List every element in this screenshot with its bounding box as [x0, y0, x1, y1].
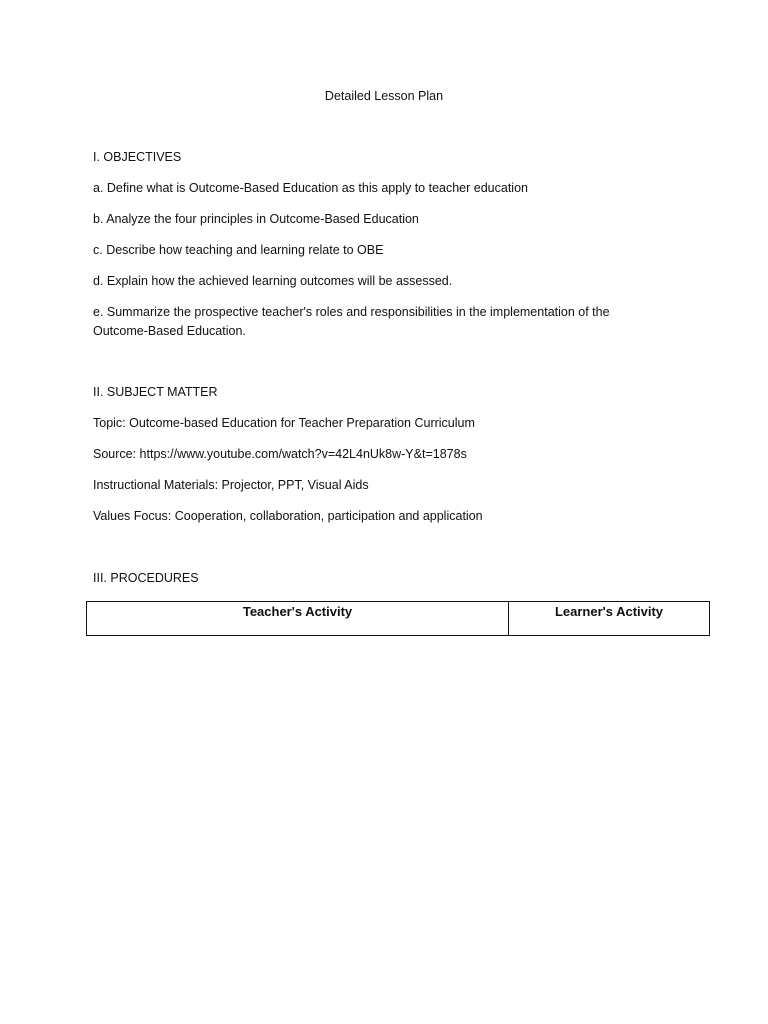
subject-materials: Instructional Materials: Projector, PPT, Visual Aids	[93, 478, 369, 492]
subject-values: Values Focus: Cooperation, collaboration, participation and application	[93, 509, 483, 523]
subject-topic: Topic: Outcome-based Education for Teacher Preparation Curriculum	[93, 416, 475, 430]
objective-item-b: b. Analyze the four principles in Outcome-Based Education	[93, 212, 419, 226]
teacher-activity-header: Teacher's Activity	[87, 602, 509, 636]
objective-item-a: a. Define what is Outcome-Based Education as this apply to teacher education	[93, 181, 528, 195]
objectives-heading: I. OBJECTIVES	[93, 150, 182, 164]
objective-item-c: c. Describe how teaching and learning relate to OBE	[93, 243, 384, 257]
procedures-heading: III. PROCEDURES	[93, 571, 199, 585]
learner-activity-header: Learner's Activity	[509, 602, 710, 636]
objective-item-d: d. Explain how the achieved learning outcomes will be assessed.	[93, 274, 453, 288]
procedures-table-header-row	[87, 602, 710, 636]
document-title: Detailed Lesson Plan	[324, 89, 444, 103]
procedures-table	[86, 601, 710, 636]
objective-item-e: e. Summarize the prospective teacher's roles and responsibilities in the implementation of the Outcome-Based Education.	[93, 305, 610, 338]
subject-matter-heading: II. SUBJECT MATTER	[93, 385, 218, 399]
subject-source: Source: https://www.youtube.com/watch?v=42L4nUk8w-Y&t=1878s	[93, 447, 467, 461]
